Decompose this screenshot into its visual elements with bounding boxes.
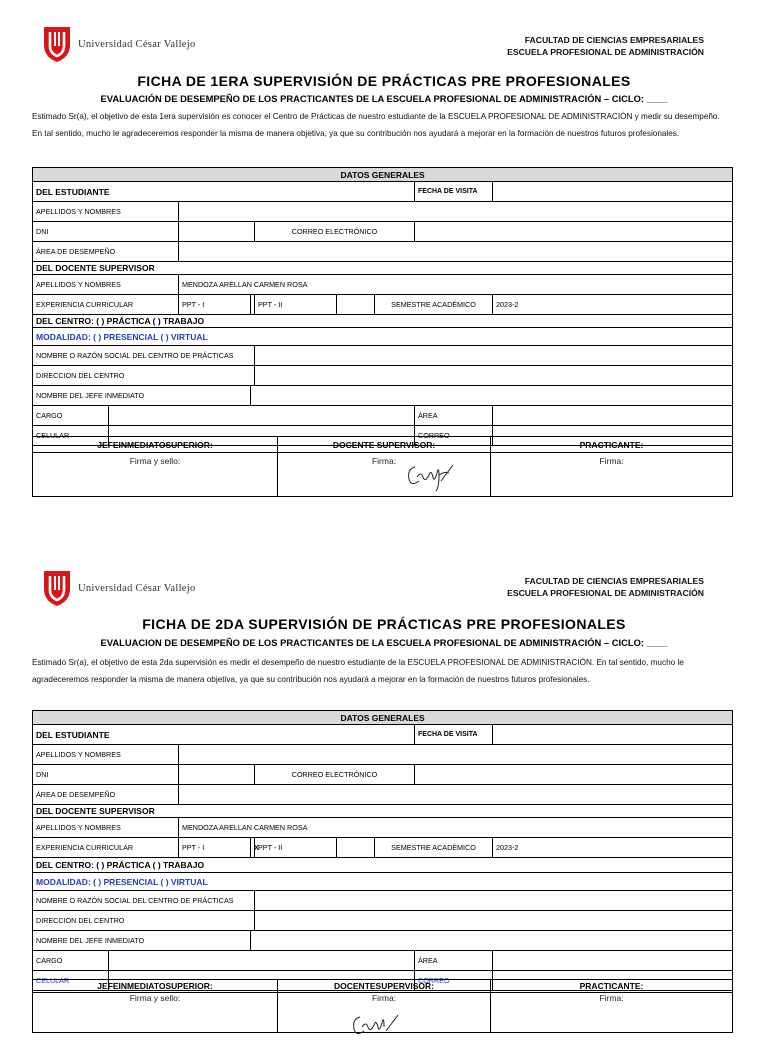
experiencia-label: EXPERIENCIA CURRICULAR <box>33 838 179 858</box>
form-title-2: FICHA DE 2DA SUPERVISIÓN DE PRÁCTICAS PRE PROFESIONALES <box>142 616 626 632</box>
apellidos-field[interactable] <box>179 745 733 765</box>
faculty-name: FACULTAD DE CIENCIAS EMPRESARIALES <box>524 35 704 45</box>
razon-social-label: NOMBRE O RAZÓN SOCIAL DEL CENTRO DE PRÁCTICAS <box>33 891 255 911</box>
celular-label: CELULAR <box>33 971 109 991</box>
direccion-field[interactable] <box>255 366 733 386</box>
direccion-label: DIRECCION DEL CENTRO <box>33 366 255 386</box>
apellidos-label: APELLIDOS Y NOMBRES <box>33 202 179 222</box>
direccion-field[interactable] <box>255 911 733 931</box>
docente-signature-header: DOCENTESUPERVISOR: <box>278 980 491 993</box>
form-subtitle: EVALUACIÓN DE DESEMPEÑO DE LOS PRACTICANTES DE LA ESCUELA PROFESIONAL DE ADMINISTRACIÓN – CICLO: ____ <box>100 93 668 104</box>
modalidad-label: MODALIDAD: ( ) PRESENCIAL ( ) VIRTUAL <box>33 328 733 346</box>
docente-signature-header: DOCENTE SUPERVISOR: <box>278 437 491 453</box>
area-label: ÁREA <box>415 406 493 426</box>
practicante-signature-box[interactable] <box>491 993 733 1033</box>
datos-generales-header: DATOS GENERALES <box>33 711 733 725</box>
practicante-signature-header: PRACTICANTE: <box>491 437 733 453</box>
firma-label: Firma: <box>371 993 397 1003</box>
jefe-signature-box[interactable] <box>33 453 278 497</box>
area-field[interactable] <box>493 406 733 426</box>
ppt-i-label: PPT - I <box>179 838 251 858</box>
cargo-label: CARGO <box>33 951 109 971</box>
cargo-label: CARGO <box>33 406 109 426</box>
dni-field[interactable] <box>179 765 255 785</box>
area-field[interactable] <box>493 951 733 971</box>
jefe-signature-header: JEFEINMEDIATOSUPERIOR: <box>33 437 278 453</box>
semestre-label: SEMESTRE ACADÉMICO <box>375 838 493 858</box>
area-desempeno-field[interactable] <box>179 785 733 805</box>
razon-social-field[interactable] <box>255 346 733 366</box>
form-title: FICHA DE 1ERA SUPERVISIÓN DE PRÁCTICAS PRE PROFESIONALES <box>137 73 631 89</box>
datos-generales-header: DATOS GENERALES <box>33 168 733 182</box>
signature-table-2 <box>32 979 733 1033</box>
university-logo-2 <box>42 569 196 607</box>
school-name-2: ESCUELA PROFESIONAL DE ADMINISTRACIÓN <box>507 588 704 598</box>
cargo-field[interactable] <box>109 406 415 426</box>
docente-nombre-value: MENDOZA ARELLAN CARMEN ROSA <box>179 275 733 295</box>
semestre-value: 2023-2 <box>493 838 733 858</box>
semestre-label: SEMESTRE ACADÉMICO <box>375 295 493 315</box>
del-docente-label: DEL DOCENTE SUPERVISOR <box>33 262 733 275</box>
handwritten-signature-icon <box>403 457 459 493</box>
del-estudiante-label: DEL ESTUDIANTE <box>33 725 415 745</box>
ppt-ii-mark[interactable] <box>337 295 375 315</box>
intro-text: Estimado Sr(a), el objetivo de esta 1era supervisión es conocer el Centro de Prácticas de nuestro estudiante de la ESCUELA PROFESIONAL DE ADMINISTRACIÓN y medir su desempeño. En tal sentido, mucho le agradeceremos responder la misma de manera objetiva, ya que su contribución nos ayudará a mejorar en la formación de nuestros futuros profesionales. <box>32 112 720 138</box>
general-data-table <box>32 167 733 446</box>
area-desempeno-label: ÁREA DE DESEMPEÑO <box>33 785 179 805</box>
fecha-visita-label: FECHA DE VISITA <box>415 182 493 202</box>
jefe-label: NOMBRE DEL JEFE INMEDIATO <box>33 386 251 406</box>
area-label: ÁREA <box>415 951 493 971</box>
correo-label: CORREO <box>415 426 493 446</box>
jefe-label: NOMBRE DEL JEFE INMEDIATO <box>33 931 251 951</box>
del-centro-label: DEL CENTRO: ( ) PRÁCTICA ( ) TRABAJO <box>33 858 733 873</box>
ppt-ii-mark[interactable] <box>337 838 375 858</box>
firma-label-practicante: Firma: <box>599 456 624 466</box>
docente-nombre-value: MENDOZA ARELLAN CARMEN ROSA <box>179 818 733 838</box>
firma-label-practicante: Firma: <box>599 993 624 1003</box>
ucv-shield-icon <box>42 569 72 607</box>
correo-electronico-field[interactable] <box>415 765 733 785</box>
ppt-ii-label: PPT - II <box>255 295 337 315</box>
semestre-value: 2023-2 <box>493 295 733 315</box>
firma-sello-label: Firma y sello: <box>129 456 181 466</box>
jefe-signature-box[interactable] <box>33 993 278 1033</box>
jefe-field[interactable] <box>251 931 733 951</box>
apellidos-field[interactable] <box>179 202 733 222</box>
form-subtitle-2: EVALUACION DE DESEMPEÑO DE LOS PRACTICANTES DE LA ESCUELA PROFESIONAL DE ADMINISTRACIÓN – CICLO: ____ <box>100 637 668 648</box>
fecha-visita-field[interactable] <box>493 182 733 202</box>
school-name: ESCUELA PROFESIONAL DE ADMINISTRACIÓN <box>507 47 704 57</box>
ucv-shield-icon <box>42 25 72 63</box>
del-estudiante-label: DEL ESTUDIANTE <box>33 182 415 202</box>
firma-label: Firma: <box>371 456 397 466</box>
direccion-label: DIRECCION DEL CENTRO <box>33 911 255 931</box>
practicante-signature-box[interactable] <box>491 453 733 497</box>
dni-field[interactable] <box>179 222 255 242</box>
correo-electronico-field[interactable] <box>415 222 733 242</box>
dni-label: DNI <box>33 765 179 785</box>
faculty-name-2: FACULTAD DE CIENCIAS EMPRESARIALES <box>524 576 704 586</box>
apellidos-label: APELLIDOS Y NOMBRES <box>33 745 179 765</box>
area-desempeno-label: ÁREA DE DESEMPEÑO <box>33 242 179 262</box>
university-logo <box>42 25 196 63</box>
firma-sello-label: Firma y sello: <box>129 993 181 1003</box>
ppt-i-label: PPT - I <box>179 295 251 315</box>
fecha-visita-field[interactable] <box>493 725 733 745</box>
ppt-i-mark[interactable]: X <box>251 838 255 858</box>
signature-table <box>32 436 733 497</box>
jefe-signature-header: JEFEINMEDIATOSUPERIOR: <box>33 980 278 993</box>
jefe-field[interactable] <box>251 386 733 406</box>
correo-electronico-label: CORREO ELECTRÓNICO <box>255 765 415 785</box>
cargo-field[interactable] <box>109 951 415 971</box>
fecha-visita-label: FECHA DE VISITA <box>415 725 493 745</box>
modalidad-label: MODALIDAD: ( ) PRESENCIAL ( ) VIRTUAL <box>33 873 733 891</box>
ppt-ii-label: PPT - II <box>255 838 337 858</box>
docente-apellidos-label: APELLIDOS Y NOMBRES <box>33 275 179 295</box>
docente-apellidos-label: APELLIDOS Y NOMBRES <box>33 818 179 838</box>
docente-signature-box[interactable] <box>278 453 491 497</box>
university-name-2: Universidad César Vallejo <box>78 582 196 594</box>
dni-label: DNI <box>33 222 179 242</box>
celular-label: CELULAR <box>33 426 109 446</box>
razon-social-label: NOMBRE O RAZÓN SOCIAL DEL CENTRO DE PRÁCTICAS <box>33 346 255 366</box>
practicante-signature-header: PRACTICANTE: <box>491 980 733 993</box>
correo-label: CORREO <box>415 971 493 991</box>
experiencia-label: EXPERIENCIA CURRICULAR <box>33 295 179 315</box>
general-data-table-2 <box>32 710 733 991</box>
del-centro-label: DEL CENTRO: ( ) PRÁCTICA ( ) TRABAJO <box>33 315 733 328</box>
area-desempeno-field[interactable] <box>179 242 733 262</box>
faculty-header-2 <box>507 575 704 599</box>
razon-social-field[interactable] <box>255 891 733 911</box>
handwritten-signature-icon <box>348 1007 404 1043</box>
university-name: Universidad César Vallejo <box>78 38 196 50</box>
faculty-header <box>507 34 704 58</box>
docente-signature-box[interactable] <box>278 993 491 1033</box>
intro-text-2: Estimado Sr(a), el objetivo de esta 2da supervisión es medir el desempeño de nuestro estudiante de la ESCUELA PROFESIONAL DE ADMINISTRACIÓN. En tal sentido, mucho le agradeceremos responder la misma de manera objetiva, ya que su contribución nos ayudará a mejorar en la formación de nuestros futuros profesionales. <box>32 658 684 684</box>
correo-electronico-label: CORREO ELECTRÓNICO <box>255 222 415 242</box>
del-docente-label: DEL DOCENTE SUPERVISOR <box>33 805 733 818</box>
